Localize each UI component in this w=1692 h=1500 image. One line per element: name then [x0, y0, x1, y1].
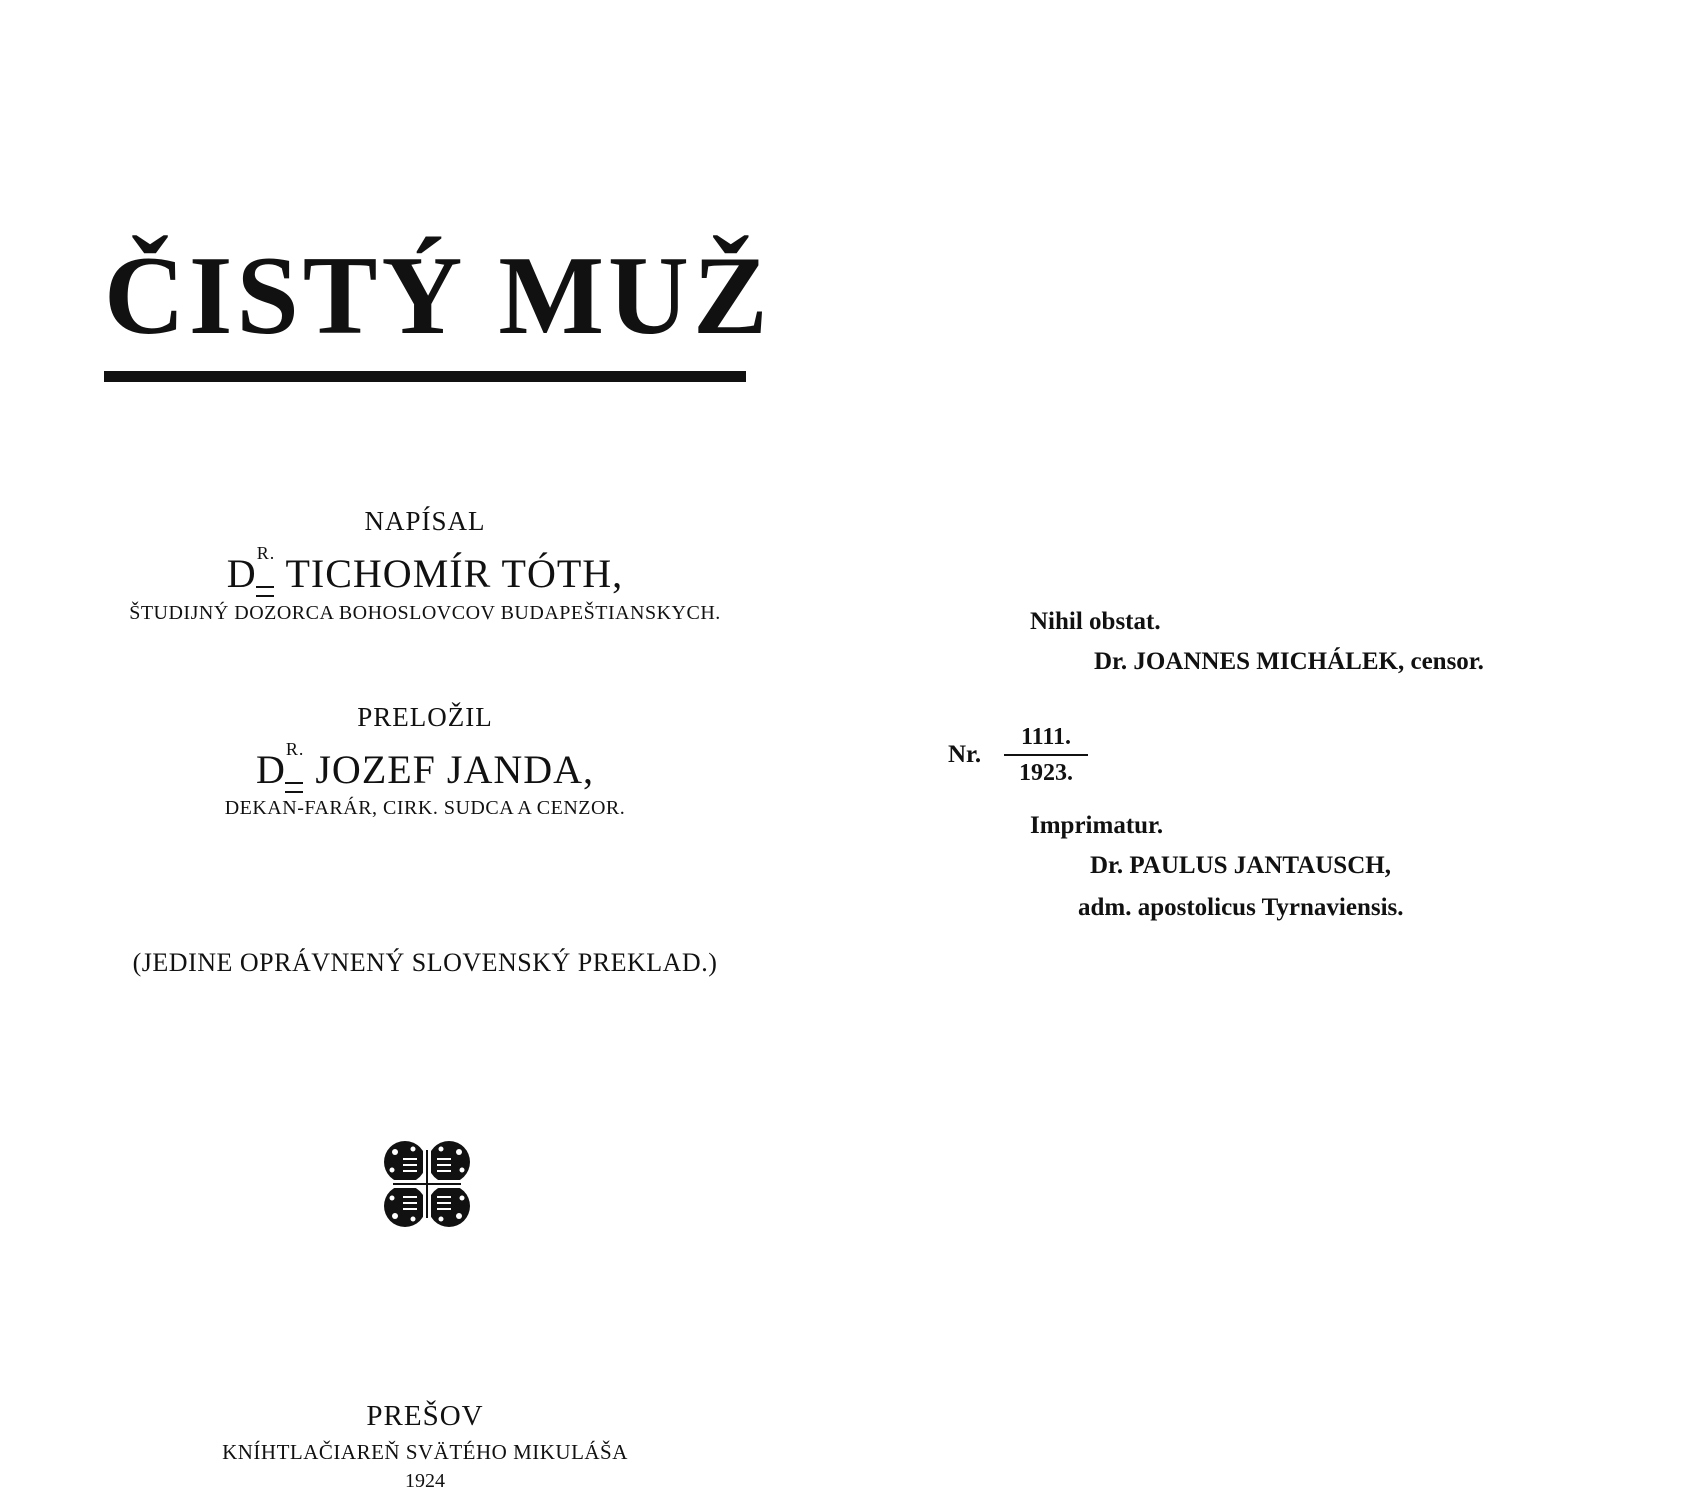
author-name-line — [100, 542, 750, 597]
nr-numerator: 1111. — [1020, 724, 1072, 750]
nr-denominator: 1923. — [1019, 760, 1073, 786]
bishop-title: adm. apostolicus Tyrnaviensis. — [1078, 894, 1404, 921]
book-title: ČISTÝ MUŽ — [104, 234, 772, 358]
translator-role: DEKAN-FARÁR, CIRK. SUDCA A CENZOR. — [224, 797, 626, 819]
dr-title-translator: $D^{R.}$ — [255, 738, 305, 792]
imprint-city: PREŠOV — [366, 1400, 484, 1432]
imprint-printer: KNÍHTLAČIAREŇ SVÄTÉHO MIKULÁŠA — [222, 1440, 628, 1464]
author-role: ŠTUDIJNÝ DOZORCA BOHOSLOVCOV BUDAPEŠTIANSKYCH. — [129, 602, 721, 624]
imprimatur: Imprimatur. — [1030, 812, 1164, 839]
nr-fraction-bar — [1004, 754, 1088, 756]
dr-title-author: $D^{R.}$ — [226, 542, 276, 596]
bishop-name: Dr. PAULUS JANTAUSCH, — [1090, 852, 1391, 879]
translator-name-line — [100, 738, 750, 793]
nihil-obstat: Nihil obstat. — [1030, 608, 1161, 635]
translation-note: (JEDINE OPRÁVNENÝ SLOVENSKÝ PREKLAD.) — [132, 948, 718, 977]
censor-name: Dr. JOANNES MICHÁLEK, censor. — [1094, 648, 1484, 675]
cross-rosette-ornament-icon — [383, 1140, 471, 1228]
translator-name: JOZEF JANDA, — [315, 747, 595, 792]
translator-label: PRELOŽIL — [357, 702, 493, 732]
nr-label: Nr. — [948, 741, 982, 768]
author-label: NAPÍSAL — [364, 506, 486, 536]
author-name: TICHOMÍR TÓTH, — [285, 551, 624, 596]
imprint-year: 1924 — [405, 1470, 445, 1492]
title-underline — [104, 371, 746, 382]
